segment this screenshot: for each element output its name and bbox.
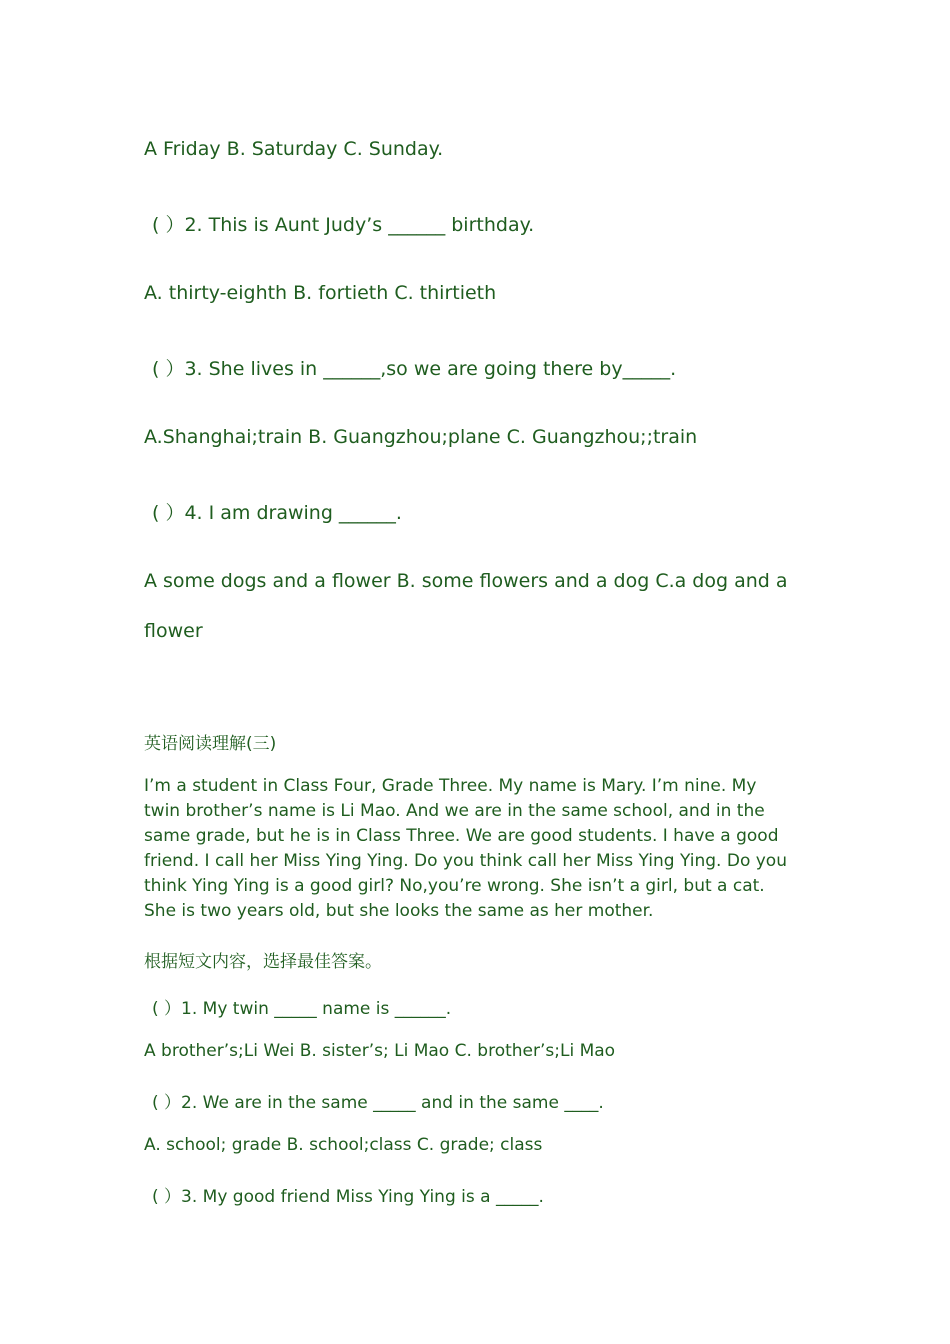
passage-line: same grade, but he is in Class Three. We are good students. I have a good [144,826,779,846]
passage-line: I’m a student in Class Four, Grade Three. My name is Mary. I’m nine. My [144,776,757,796]
section-heading: 英语阅读理解(三) [144,734,277,754]
reading-question-2: ( ）2. We are in the same _____ and in the same ____. [152,1093,604,1113]
question-4: ( ）4. I am drawing ______. [152,502,402,524]
reading-question-1: ( ）1. My twin _____ name is ______. [152,999,452,1019]
reading-passage [144,774,794,924]
question-3: ( ）3. She lives in ______,so we are going there by_____. [152,358,677,380]
passage-line: twin brother’s name is Li Mao. And we are in the same school, and in the [144,801,765,821]
question-1-options: A Friday B. Saturday C. Sunday. [144,138,444,160]
question-3-options: A.Shanghai;train B. Guangzhou;plane C. Guangzhou;;train [144,426,698,448]
passage-line: friend. I call her Miss Ying Ying. Do you think call her Miss Ying Ying. Do you [144,851,787,871]
question-4-options-line-2: flower [144,620,203,642]
instruction-text: 根据短文内容，选择最佳答案。 [144,952,382,972]
reading-question-2-options: A. school; grade B. school;class C. grade; class [144,1135,543,1155]
question-4-options-line-1: A some dogs and a flower B. some flowers and a dog C.a dog and a [144,570,788,592]
passage-line: think Ying Ying is a good girl? No,you’re wrong. She isn’t a girl, but a cat. [144,876,765,896]
reading-question-1-options: A brother’s;Li Wei B. sister’s; Li Mao C. brother’s;Li Mao [144,1041,616,1061]
reading-question-3: ( ）3. My good friend Miss Ying Ying is a _____. [152,1187,544,1207]
question-2: ( ）2. This is Aunt Judy’s ______ birthday. [152,214,535,236]
passage-line: She is two years old, but she looks the same as her mother. [144,901,654,921]
question-2-options: A. thirty-eighth B. fortieth C. thirtieth [144,282,497,304]
